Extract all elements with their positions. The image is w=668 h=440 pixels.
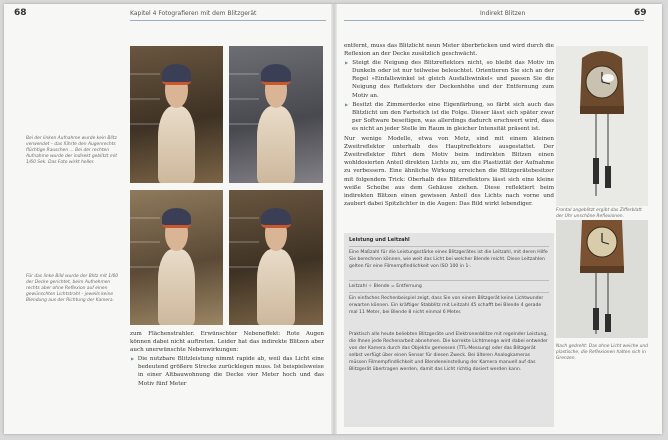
right-header-rule (344, 20, 644, 21)
info-box-divider (349, 246, 549, 247)
right-paragraph-mid: Nur wenige Modelle, etwa von Metz, sind mit einem kleinen Zweitreflektor unterhalb des Hauptreflektors ausgestattet. Der Zweitreflektor führt dem Motiv beim indirekten Blitzen einen wohldosierten Anteil direkten Lichts zu, um die Plastizität der Aufnahme zu verbessern. Eine ähnliche Wirkung erreichen die Blitzgerätebesitzer mit folgendem Trick: Oberhalb des Blitzreflektors lässt sich eine kleine weiße Scheibe aus dem Gehäuse ziehen. Diese reflektiert beim indirekten Blitzen einen gewissen Anteil des Lichts nach vorne und zaubert dabei Spitzlichter in die Augen: Das Bild wirkt lebendiger. (344, 136, 554, 207)
left-running-header: Kapitel 4 Fotografieren mit dem Blitzgerät (130, 10, 257, 17)
info-box-heading: Leistung und Leitzahl (349, 237, 410, 243)
left-caption-bottom: Für das linke Bild wurde der Blitz mit 1/60 der Decke gerichtet, beim Aufnehmen rechts aber ohne Reflexion auf einen gewünschten Lichtstrahl – jeweils keine Blendung aus der Richtung der Kamera. (26, 274, 119, 303)
right-paragraph-top: entfernt, muss das Blitzlicht neun Meter überbrücken und wird durch die Reflexion an der Decke zusätzlich geschwächt. (344, 43, 554, 58)
clock-illustration-1 (556, 46, 648, 206)
right-body-text (344, 42, 554, 209)
info-box-paragraph-3: Praktisch alle heute beliebten Blitzgeräte und Elektronenblitze mit regelnder Leistung, die Ihnen jede Rechenarbeit abnehmen. Die korrekte Lichtmenge wird dabei entweder von der Kamera durch das Objektiv gemessen (TTL-Messung) oder das Blitzgerät selbst verfügt über einen Sensor für diesen Zweck. Bei älteren Analogkameras müssen Filmempfindlichkeit und Blendeneinstellung der Kamera manuell auf das Blitzgerät übertragen werden, damit das Licht richtig dosiert werden kann. (349, 332, 548, 373)
left-body-text (130, 330, 324, 389)
clock-illustration-2 (556, 210, 648, 338)
doll-photo-1 (130, 46, 223, 183)
right-running-header: Indirekt Blitzen (480, 10, 526, 17)
book-spread (4, 4, 662, 434)
info-box-paragraph-1: Eine Maßzahl für die Leistungsstärke eines Blitzgerätes ist die Leitzahl, mit deren Hilfe Sie berechnen können, wie weit das Licht bei welcher Blende reicht. Diese Leitzahlen gelten für eine Filmempfindlichkeit von ISO 100 in 1·. (349, 250, 548, 270)
doll-photo-3 (130, 190, 223, 325)
right-bullet-1: ▶ Steigt die Neigung des Blitzreflektors nicht, so bleibt das Motiv im Dunkeln oder ist nur teilweise beleuchtet. Orientieren Sie sich an der Regel »Einfallswinkel ist gleich Ausfallswinkel« und passen Sie die Neigung des Reflektors der Deckenhöhe und der Entfernung zum Motiv an. (344, 59, 554, 99)
clock-photo-1 (556, 46, 648, 206)
left-bullet: ▶ Die nutzbare Blitzleistung nimmt rapide ab, weil das Licht eine bedeutend größere Strecke zurücklegen muss. Ist beispielsweise in einer Altbauwohnung die Decke vier Meter hoch und das Motiv fünf Meter (130, 355, 324, 387)
left-header-rule (130, 20, 326, 21)
left-caption-top: Bei der linken Aufnahme wurde kein Blitz verwendet – das führte den Augenrechts flüchtige Rauschen ... Bei der rechten Aufnahme wurde der indirekt geblitzt mit 1/60 Sek. Das Foto wirkt heller. (26, 136, 117, 165)
book-gutter (331, 4, 337, 434)
left-paragraph: zum Flächenstrahler. Erwünschter Nebeneffekt: Rote Augen können dabei nicht auftreten. Leider hat das indirekte Blitzen aber auch unerwünschte Nebenwirkungen: (130, 331, 324, 354)
info-box-formula: Leitzahl ÷ Blende = Entfernung (349, 284, 422, 289)
doll-photo-4 (229, 190, 323, 325)
info-box-divider-3 (349, 292, 549, 293)
doll-photo-2 (229, 46, 323, 183)
right-bullet-2: ▶ Besitzt die Zimmerdecke eine Eigenfärbung, so färbt sich auch das Blitzlicht um den Farbstich ist die Folge. Dieser lässt sich später zwar per Software beseitigen, was allerdings dadurch erschwert wird, dass es nicht an jeder Stelle im Raum in gleicher Intensität präsent ist. (344, 101, 554, 133)
clock-caption-2: Nach gedreht: Das ohne Licht weiche und plastische, die Reflexionen halten sich in Grenzen. (556, 344, 648, 361)
clock-caption-1: Frontal angeblitzt ergibt das Zifferblatt der Uhr unschöne Reflexionen. (556, 208, 648, 220)
right-page-number: 69 (634, 8, 647, 18)
left-page-number: 68 (14, 8, 27, 18)
info-box-paragraph-2: Ein einfaches Rechenbeispiel zeigt, dass Sie von einem Blitzgerät keine Lichtwunder erwarten können. Ein kräftiger Stabblitz mit Leitzahl 45 schafft bei Blende 4 gerade mal 11 Meter, bei Blende 8 nicht einmal 6 Meter. (349, 296, 544, 316)
info-box-divider-2 (349, 280, 549, 281)
info-box (344, 233, 554, 427)
clock-photo-2 (556, 210, 648, 338)
